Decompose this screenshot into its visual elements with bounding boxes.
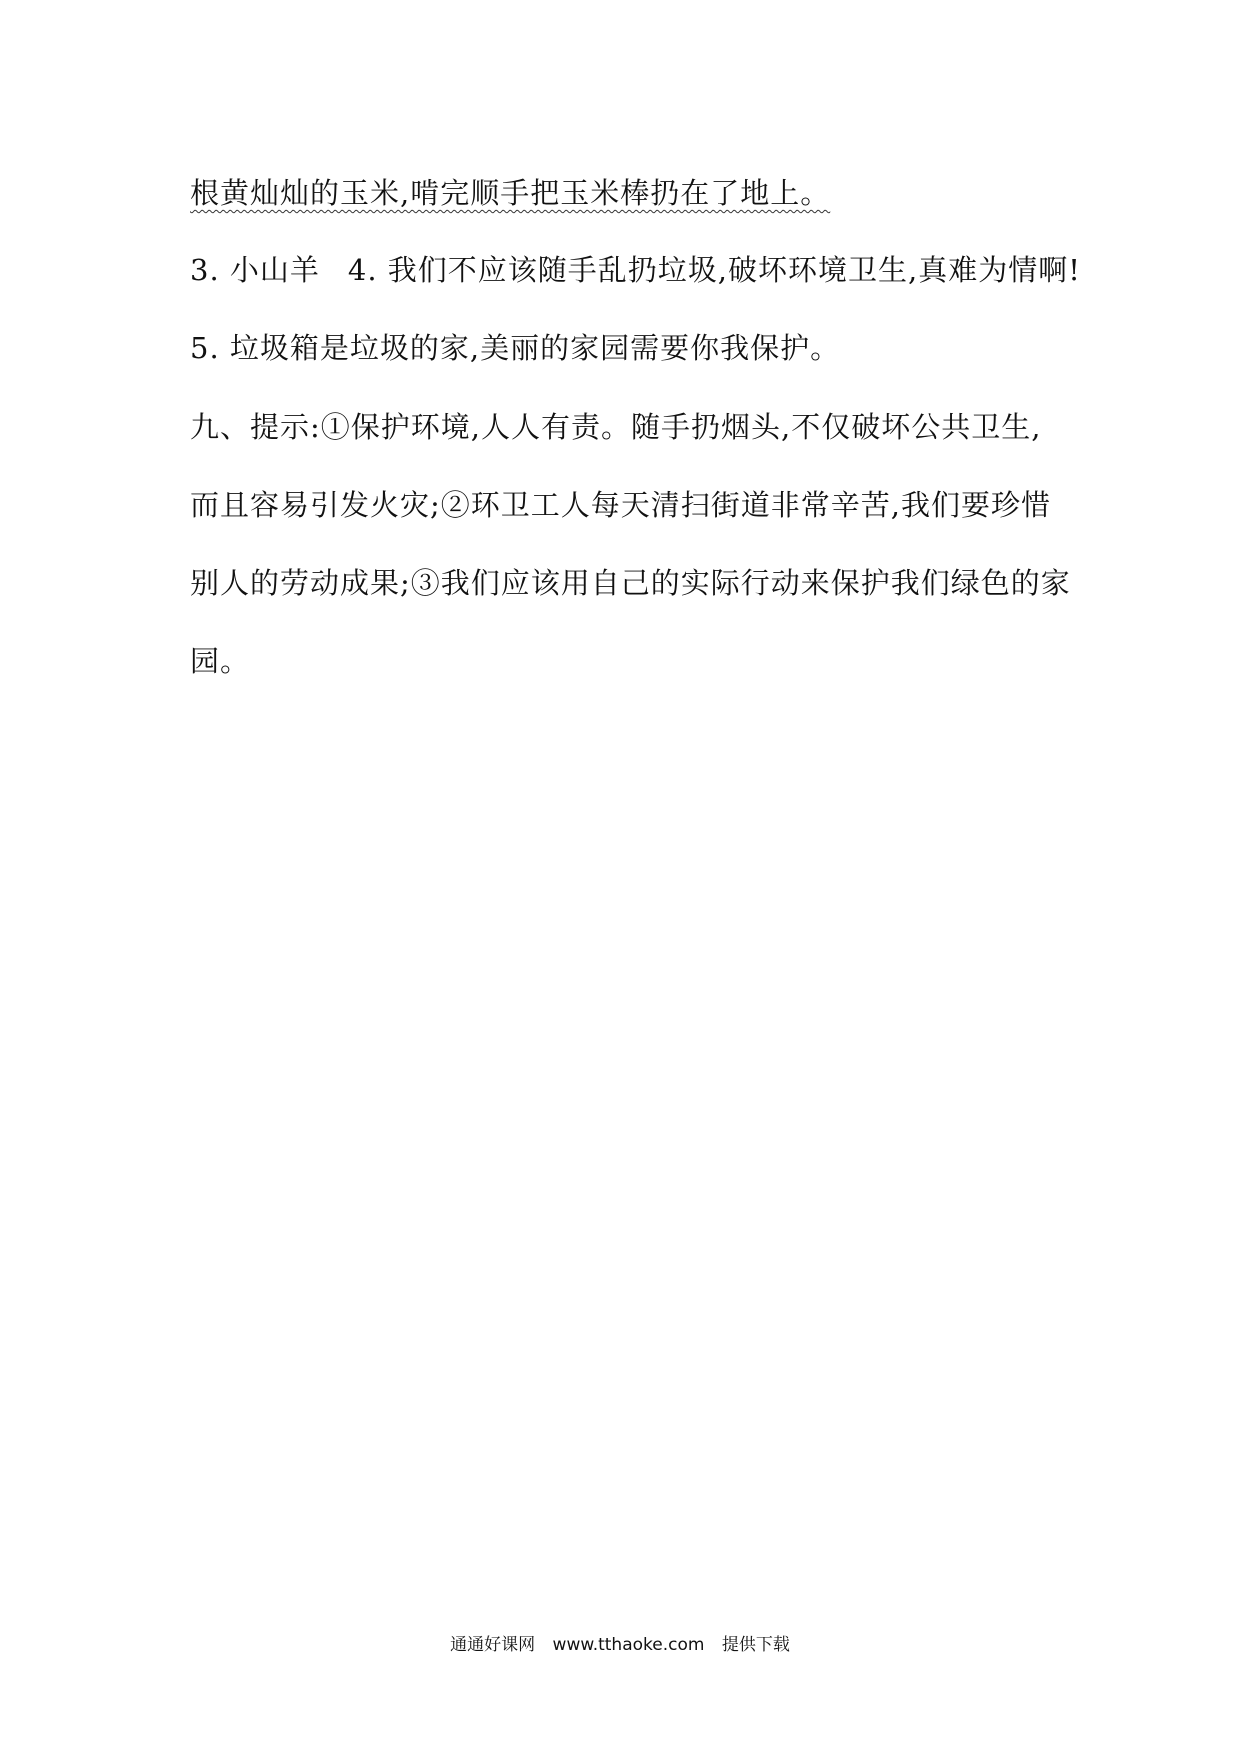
- section-9-hint-line-2: 而且容易引发火灾;②环卫工人每天清扫街道非常辛苦,我们要珍惜: [190, 488, 1051, 522]
- answer-3: 3. 小山羊: [190, 253, 320, 287]
- answer-line-continuation: [190, 173, 1070, 213]
- wavy-underlined-text: 根黄灿灿的玉米,啃完顺手把玉米棒扔在了地上。: [190, 176, 831, 210]
- section-9-hint-line-1: 九、提示:①保护环境,人人有责。随手扔烟头,不仅破坏公共卫生,: [190, 410, 1042, 444]
- footer-site-name: 通通好课网: [450, 1635, 536, 1655]
- answer-line-3-4: [190, 250, 1081, 290]
- footer-url: www.tthaoke.com: [552, 1635, 705, 1655]
- answer-5: 5. 垃圾箱是垃圾的家,美丽的家园需要你我保护。: [190, 331, 841, 365]
- footer-suffix: 提供下载: [721, 1635, 790, 1655]
- section-9-hint-line-4: 园。: [190, 644, 251, 678]
- section-9-hint-line-3: 别人的劳动成果;③我们应该用自己的实际行动来保护我们绿色的家: [190, 566, 1071, 600]
- answer-4: 4. 我们不应该随手乱扔垃圾,破坏环境卫生,真难为情啊!: [347, 253, 1081, 287]
- page-footer: [0, 1630, 1240, 1655]
